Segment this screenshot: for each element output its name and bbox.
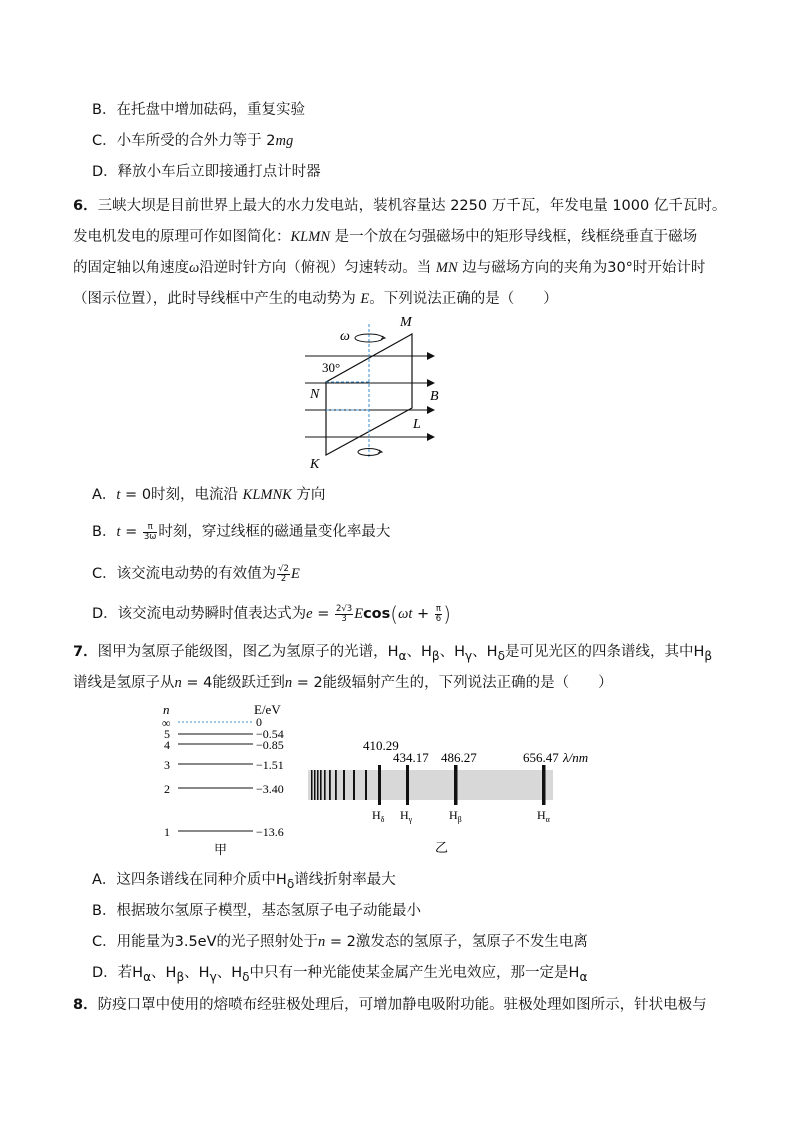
level-1-E: −13.6 <box>256 825 284 839</box>
line-h-delta <box>378 765 381 805</box>
omega-label: ω <box>340 329 350 344</box>
q6-option-d: D．该交流电动势瞬时值表达式为e = $\frac{2√3}{3}$ Ecos(ωt + $\frac{\pi}{6}$ ) <box>92 602 451 626</box>
q6-stem-line3: 的固定轴以角速度ω沿逆时针方向（俯视）匀速转动。当 MN 边与磁场方向的夹角为30°时开始计时 <box>73 260 706 276</box>
q5-option-c: C．小车所受的合外力等于 2mg <box>92 133 294 149</box>
wavelength-unit: λ/nm <box>563 750 589 765</box>
label-K: K <box>310 457 320 472</box>
q6-option-a: A．t = 0时刻，电流沿 KLMNK 方向 <box>92 487 326 503</box>
label-M: M <box>400 315 412 330</box>
q6-stem-line1: 6．三峡大坝是目前世界上最大的水力发电站，装机容量达 2250 万千瓦，年发电量 1000 亿千瓦时。 <box>73 198 727 214</box>
label-h-alpha: $H_\alpha$ <box>537 808 550 824</box>
q5-option-d: D．释放小车后立即接通打点计时器 <box>92 164 321 180</box>
diagram-caption-jia: 甲 <box>214 842 228 857</box>
level-2-n: 2 <box>164 782 170 796</box>
q7-option-b: B．根据玻尔氢原子模型，基态氢原子电子动能最小 <box>92 903 421 919</box>
level-4-n: 4 <box>164 738 170 752</box>
label-B: B <box>430 389 439 404</box>
E-axis-label: E/eV <box>254 702 281 717</box>
energy-level-diagram <box>158 702 298 862</box>
q7-option-d: D．若$H_\alpha$、$H_\beta$、$H_\gamma$、$H_\delta$中只有一种光能使某金属产生光电效应，那一定是$H_\alpha$ <box>92 965 588 984</box>
level-4-E: −0.85 <box>256 738 284 752</box>
q6-generator-figure <box>290 312 460 472</box>
q6-stem-line4: （图示位置），此时导线框中产生的电动势为 E。下列说法正确的是（ ） <box>73 291 558 307</box>
q6-stem-line2: 发电机发电的原理可作如图简化：KLMN 是一个放在匀强磁场中的矩形导线框，线框绕垂直于磁场 <box>73 229 698 245</box>
line-h-gamma <box>406 765 409 805</box>
label-h-delta: $H_\delta$ <box>372 808 385 824</box>
q7-option-a: A．这四条谱线在同种介质中$H_\delta$谱线折射率最大 <box>92 872 396 891</box>
n-axis-label: n <box>163 702 170 717</box>
wavelength-410: 410.29 <box>363 738 399 753</box>
wavelength-486: 486.27 <box>441 750 477 765</box>
label-h-beta: $H_\beta$ <box>449 808 462 824</box>
level-inf-n: ∞ <box>162 716 171 730</box>
level-2-E: −3.40 <box>256 782 284 796</box>
q6-option-b: B．t = $\frac{\pi}{3\omega}$ 时刻，穿过线框的磁通量变化率最大 <box>92 521 391 542</box>
level-5-n: 5 <box>164 727 170 741</box>
label-h-gamma: $H_\gamma$ <box>400 808 413 824</box>
level-1-n: 1 <box>164 825 170 839</box>
q7-stem-line2: 谱线是氢原子从n = 4能级跃迁到n = 2能级辐射产生的，下列说法正确的是（ ） <box>73 675 613 691</box>
level-3-E: −1.51 <box>256 758 284 772</box>
q5-option-b: B．在托盘中增加砝码，重复实验 <box>92 102 305 118</box>
line-h-beta <box>454 765 458 805</box>
wavelength-656: 656.47 <box>523 750 559 765</box>
angle-label: 30° <box>322 360 341 375</box>
q7-option-c: C．用能量为3.5eV的光子照射处于n = 2激发态的氢原子，氢原子不发生电离 <box>92 934 588 950</box>
spectrum-caption-yi: 乙 <box>435 840 449 855</box>
q8-stem-line1: 8．防疫口罩中使用的熔喷布经驻极处理后，可增加静电吸附功能。驻极处理如图所示，针状电极与 <box>73 997 707 1013</box>
level-inf-E: 0 <box>256 715 262 729</box>
level-5-E: −0.54 <box>256 727 284 741</box>
q7-stem-line1: 7．图甲为氢原子能级图，图乙为氢原子的光谱，$H_\alpha$、$H_\beta$、$H_\gamma$、$H_\delta$是可见光区的四条谱线，其中$H_\beta$ <box>73 644 713 663</box>
label-L: L <box>413 417 421 432</box>
q6-option-c: C．该交流电动势的有效值为 $\frac{√2}{2}$ E <box>92 563 300 584</box>
label-N: N <box>310 387 320 402</box>
level-3-n: 3 <box>164 758 170 772</box>
line-h-alpha <box>542 765 546 805</box>
wavelength-434: 434.17 <box>393 750 429 765</box>
hydrogen-spectrum <box>305 735 605 857</box>
